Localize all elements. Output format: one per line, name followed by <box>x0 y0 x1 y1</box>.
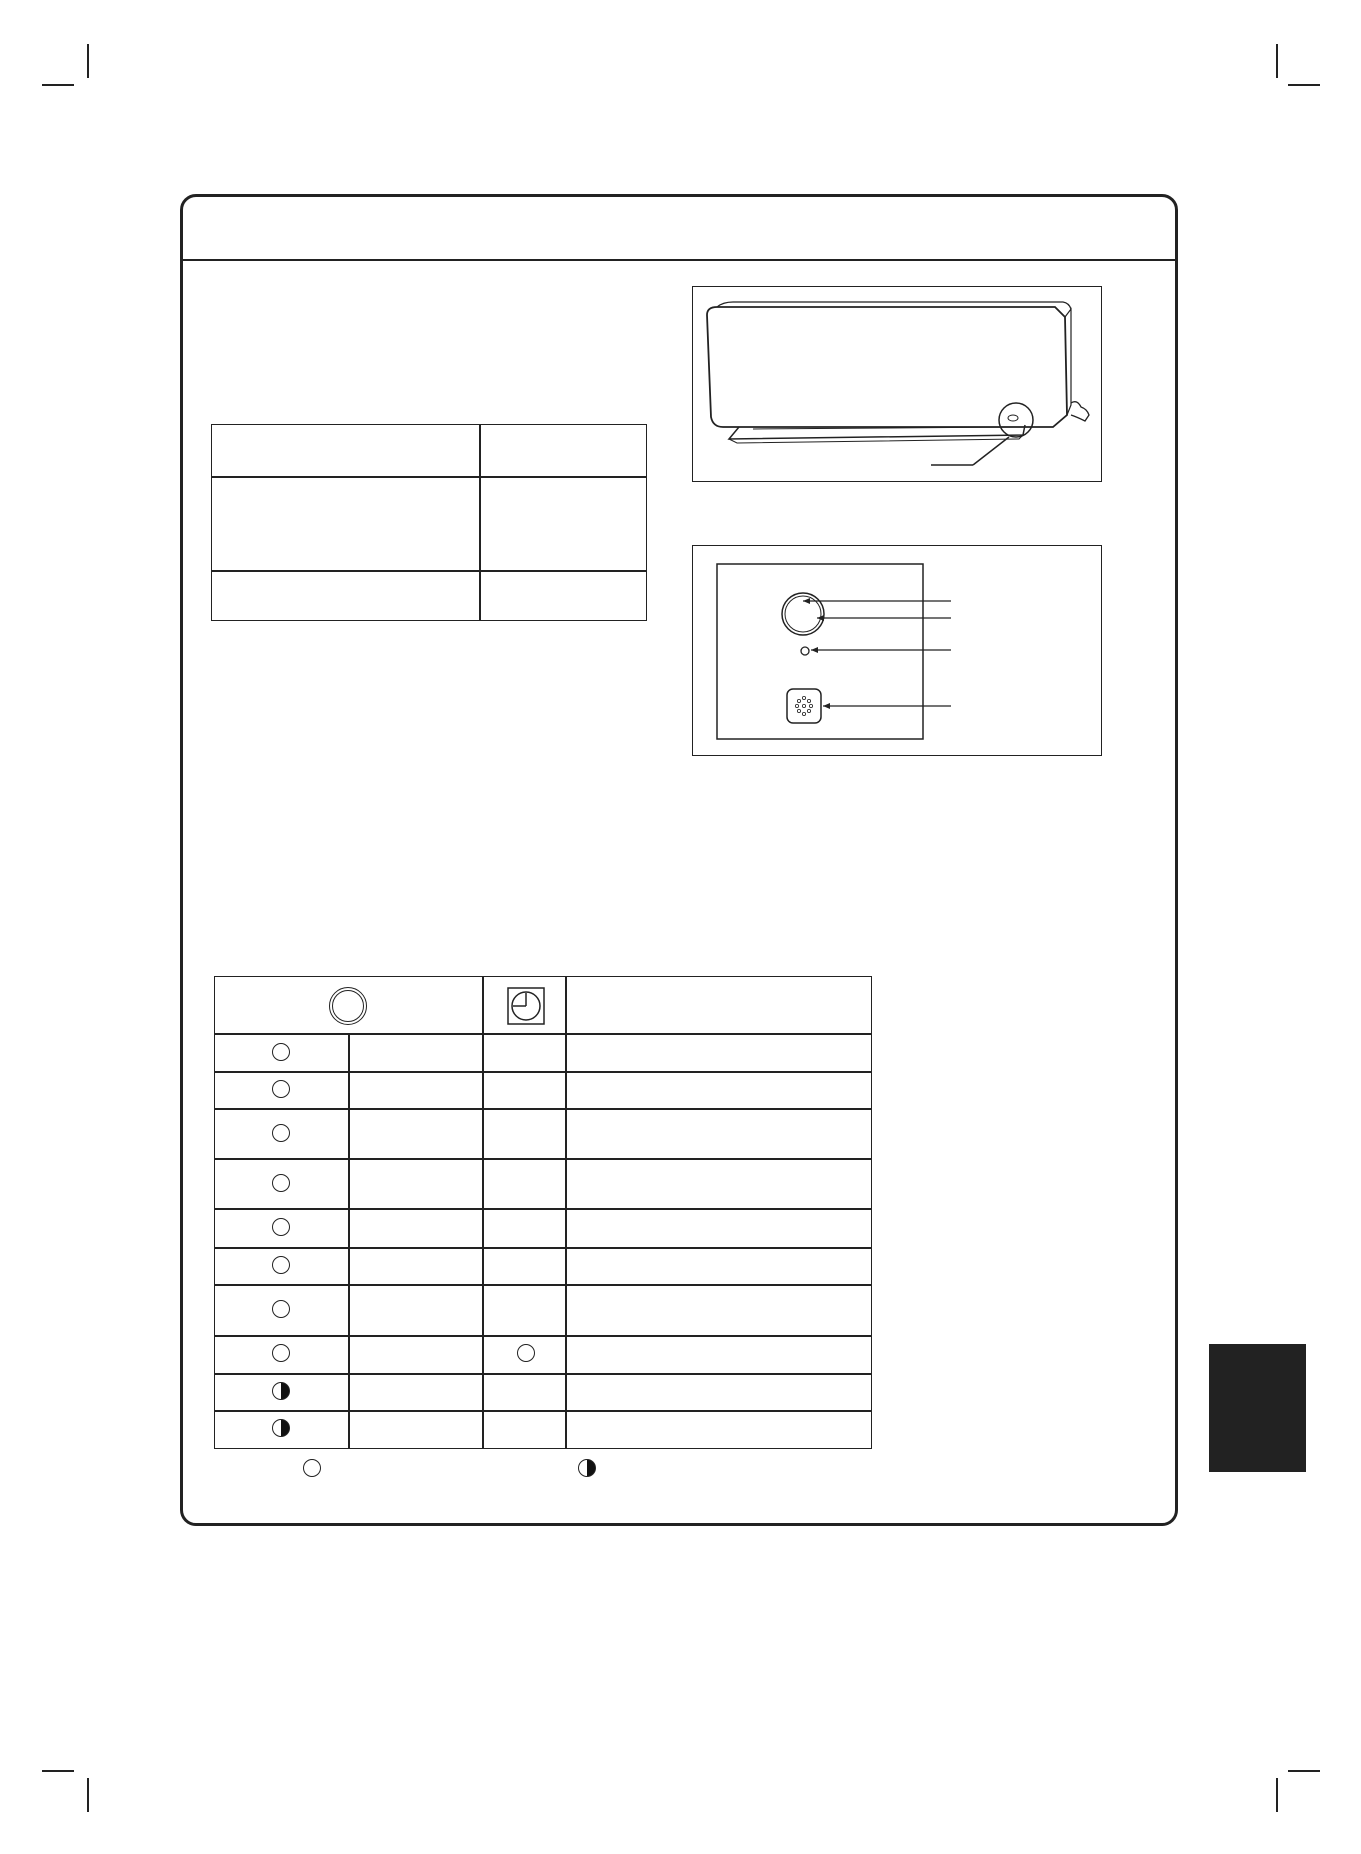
empty-circle-icon <box>272 1080 290 1098</box>
table-row-divider <box>215 1410 871 1412</box>
table-row-divider <box>215 1033 871 1035</box>
crop-mark-top-right-v <box>1276 44 1278 78</box>
indoor-unit-figure <box>692 286 1102 482</box>
table-row-divider <box>215 1335 871 1337</box>
half-filled-circle-icon <box>272 1382 290 1400</box>
table-row-divider <box>212 476 646 478</box>
empty-circle-icon <box>272 1043 290 1061</box>
spec-table <box>211 424 647 621</box>
empty-circle-icon <box>272 1344 290 1362</box>
header-divider <box>183 259 1175 261</box>
table-row-divider <box>215 1108 871 1110</box>
crop-mark-bottom-right-v <box>1276 1778 1278 1812</box>
control-panel-figure <box>692 545 1102 756</box>
table-column-divider <box>348 1033 350 1448</box>
crop-mark-top-left-h <box>42 84 74 86</box>
crop-mark-bottom-left-h <box>42 1770 74 1772</box>
table-row-divider <box>215 1071 871 1073</box>
section-tab <box>1209 1344 1306 1472</box>
crop-mark-top-right-h <box>1288 84 1320 86</box>
table-row-divider <box>215 1208 871 1210</box>
empty-circle-icon <box>272 1124 290 1142</box>
crop-mark-bottom-left-v <box>87 1778 89 1812</box>
control-panel-drawing <box>693 546 1103 757</box>
table-column-divider <box>482 977 484 1448</box>
indoor-unit-drawing <box>693 287 1103 483</box>
crop-mark-bottom-right-h <box>1288 1770 1320 1772</box>
table-column-divider <box>479 425 481 620</box>
table-row-divider <box>212 570 646 572</box>
table-row-divider <box>215 1373 871 1375</box>
half-filled-circle-icon <box>272 1419 290 1437</box>
legend-empty-circle-icon <box>303 1459 321 1477</box>
timer-empty-circle-icon <box>517 1344 535 1362</box>
empty-circle-icon <box>272 1174 290 1192</box>
empty-circle-icon <box>272 1300 290 1318</box>
empty-circle-icon <box>272 1256 290 1274</box>
large-circle-inner-ring <box>332 990 364 1022</box>
table-row-divider <box>215 1284 871 1286</box>
crop-mark-top-left-v <box>87 44 89 78</box>
legend-half-filled-circle-icon <box>578 1459 596 1477</box>
empty-circle-icon <box>272 1218 290 1236</box>
table-column-divider <box>565 977 567 1448</box>
clock-icon <box>507 987 545 1025</box>
table-row-divider <box>215 1247 871 1249</box>
indicator-status-table <box>214 976 872 1449</box>
table-row-divider <box>215 1158 871 1160</box>
